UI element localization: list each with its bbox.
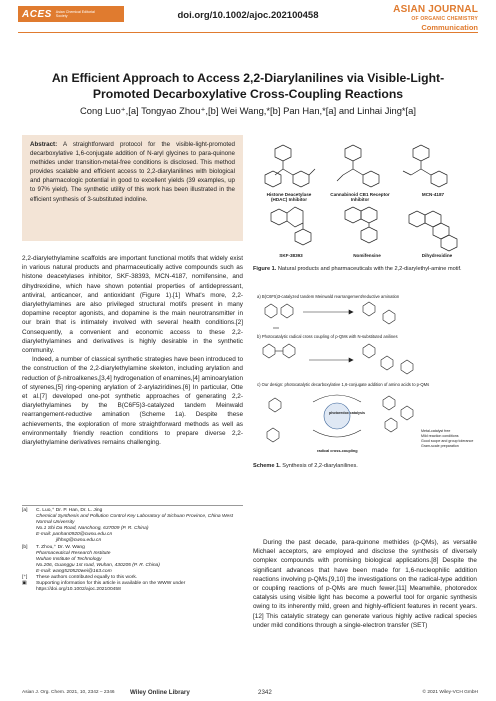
- fused-ring: [425, 211, 441, 227]
- molecule-label: Histone Deacetylase (HDAC) Inhibitor: [266, 192, 312, 203]
- journal-name-line2: OF ORGANIC CHEMISTRY: [411, 16, 478, 22]
- body-paragraph: Indeed, a number of classical synthetic strategies have been introduced to the construction of the 2,2-diarylethylamine skeleton, including arylation and reduction of β-nitroalkenes,[3,4] hydrogenation of enamines,[4] aminoarylation of styrenes,[5] ring-opening arylation of 2-arylaziridines.[6] In particular, Otte et al.[7] developed one-pot synthetic approaches of generating 2,2-diarylethylamines by the B(C6F5)3-catalyzed tandem Meinwald rearrangement-reductive amination (Scheme 1a). Despite these achievements, the exploration of more straightforward methods as well as environmentally friendly reaction conditions to prepare diverse 2,2-diarylethylamine derivatives remains challenging.: [22, 356, 243, 447]
- article-type: Communication: [421, 23, 478, 32]
- body-column-right: [253, 538, 477, 630]
- footer-publisher[interactable]: Wiley Online Library: [130, 689, 190, 696]
- article-title: An Efficient Approach to Access 2,2-Diarylanilines via Visible-Light-Promoted Decarboxylative Cross-Coupling Reactions: [51, 71, 445, 101]
- scheme-1: [253, 292, 477, 462]
- benzene-ring: [265, 304, 277, 318]
- benzene-ring: [271, 209, 287, 225]
- benzene-ring: [431, 171, 447, 187]
- feature-item: Mild reaction conditions: [421, 434, 459, 438]
- benzene-ring: [345, 145, 361, 161]
- aces-brand: ACES: [22, 8, 52, 20]
- feature-item: Gram-scale preparation: [421, 444, 459, 448]
- footnote-line: C. Luo,⁺ Dr. P. Han, Dr. L. Jing: [36, 508, 103, 513]
- benzene-ring: [363, 302, 375, 316]
- footer-citation: Asian J. Org. Chem. 2021, 10, 2342 – 2346: [22, 690, 115, 695]
- scheme-line-b: b) Photocatalytic radical cross coupling of p-QMs with N-substituted anilines: [257, 334, 398, 339]
- scheme-1-caption-label: Scheme 1.: [253, 463, 281, 469]
- footnote-a: [22, 508, 243, 545]
- footnote-line[interactable]: E-mail: wang520520wei@163.com: [36, 568, 112, 574]
- scheme-line-c: c) Our design: photocatalytic decarboxylative 1,6-conjugate addition of amino acids to p-QMs: [257, 382, 430, 387]
- footnote-key: [a]: [22, 508, 28, 513]
- benzene-ring: [263, 344, 275, 358]
- abstract-box: [22, 135, 243, 241]
- scheme-1-caption: [253, 463, 477, 469]
- molecule-label: Dihydrexidine: [421, 253, 453, 258]
- radical-label: radical cross-coupling: [317, 449, 358, 453]
- scheme-1-graphic: [253, 292, 477, 462]
- footnote-line[interactable]: E-mail: panhan0920@cwnu.edu.cn: [36, 532, 113, 538]
- aces-brand-sub: Asian Chemical Editorial Society: [55, 10, 95, 18]
- figure-1: [253, 135, 477, 265]
- benzene-ring: [363, 344, 375, 358]
- journal-logo: [393, 4, 478, 32]
- feature-item: Metal-catalyst free: [421, 429, 451, 433]
- molecule-label: MCN-4187: [421, 192, 445, 197]
- benzene-ring: [275, 145, 291, 161]
- footnote-b: [22, 545, 243, 575]
- footnote-line: Chemical Synthesis and Pollution Control Key Laboratory of Sichuan Province, China West Normal University: [36, 514, 233, 526]
- benzene-ring: [413, 145, 429, 161]
- journal-name-line1: ASIAN JOURNAL: [393, 4, 478, 15]
- benzene-ring: [401, 360, 413, 374]
- benzene-ring: [269, 398, 281, 412]
- figure-1-caption-text: Natural products and pharmaceuticals with the 2,2-diarylethyl-amine motif.: [276, 266, 462, 272]
- footnote-line[interactable]: jlhhxg@cwnu.edu.cn: [56, 538, 102, 544]
- cycle-arrow: [313, 395, 361, 402]
- molecule-label: Nomifensine: [353, 253, 381, 258]
- piperidine-ring: [361, 207, 377, 223]
- footnote-divider: [22, 505, 243, 506]
- footer-copyright: © 2021 Wiley-VCH GmbH: [422, 690, 478, 695]
- author-list: Cong Luo⁺,[a] Tongyao Zhou⁺,[b] Wei Wang,*[b] Pan Han,*[a] and Linhai Jing*[a]: [80, 105, 416, 116]
- figure-1-caption: [253, 266, 477, 273]
- supporting-info-icon: ▣: [22, 581, 27, 587]
- abstract-label: Abstract:: [30, 141, 58, 148]
- benzene-ring: [401, 406, 413, 420]
- footnote-key: [⁺]: [22, 575, 28, 581]
- footnote-line: No.1 Shi Da Road, Nanchong, 637009 (P. R. China): [36, 526, 149, 532]
- feature-item: Good scope and group tolerance: [421, 439, 474, 443]
- scheme-1-caption-text: Synthesis of 2,2-diarylanilines.: [280, 463, 358, 469]
- photoredox-label: photoredox catalysis: [329, 411, 365, 415]
- benzene-ring: [267, 428, 279, 442]
- fused-ring: [433, 223, 449, 239]
- benzene-ring: [383, 310, 395, 324]
- benzene-ring: [381, 356, 393, 370]
- benzene-ring: [441, 235, 457, 251]
- footnote-line: T. Zhou,⁺ Dr. W. Wang: [36, 544, 85, 550]
- footnote-key: [b]: [22, 544, 28, 550]
- body-column-left: [22, 254, 243, 447]
- benzene-ring: [265, 171, 281, 187]
- page-number: 2342: [258, 689, 272, 696]
- benzene-ring: [281, 304, 293, 318]
- benzene-ring: [383, 396, 395, 410]
- page-header: [0, 0, 496, 44]
- benzene-ring: [293, 171, 309, 187]
- footnote-supporting-info: [22, 581, 243, 593]
- benzene-ring: [361, 227, 377, 243]
- benzene-ring: [409, 211, 425, 227]
- footnote-line: Wuhan Institute of Technology: [36, 556, 102, 562]
- body-paragraph: 2,2-diarylethylamine scaffolds are important functional motifs that widely exist in various natural products and pharmaceutically active compounds such as histone deacetylases inhibitor, SKF-38393, MCN-4187, nomifensine, and dihydrexidine, which have shown potential properties of antidepressant, antiviral, anticancer, and antioxidant (Figure 1).[1] What's more, 2,2-diarylethylamines are also privileged structural motifs present in many dopamine receptor agonists, and dopamine is the main neurotransmitter in our brain that is intimately involved with several health conditions.[2] Consequently, a convenient and economic access to these 2,2-diarylethylamines and derivatives is highly desirable in the synthetic community.: [22, 255, 243, 355]
- figure-1-caption-label: Figure 1.: [253, 266, 277, 272]
- footnote-line: Pharmaceutical Research Institute: [36, 550, 111, 556]
- benzene-ring: [385, 418, 397, 432]
- benzene-ring: [283, 344, 295, 358]
- cycle-arrow: [313, 430, 361, 437]
- abstract-text: A straightforward protocol for the visible-light-promoted decarboxylative 1,6-conjugate addition of N-aryl glycines to para-quinone methides under transition-metal-free conditions is disclosed. This method provides scalable and efficient access to 2,2-diarylanilines with biological and pharmacologic potential in good to excellent yields (39 examples, up to 97% yield). The synthetic utility of this work has been illustrated in the efficient synthesis of 3-substituted indoline.: [30, 141, 235, 203]
- page-footer: [22, 690, 478, 698]
- footnote-line: No.206, Guanggu 1st road, Wuhan, 430205 (P. R. China): [36, 562, 160, 568]
- aces-logo: [18, 6, 124, 22]
- body-paragraph: During the past decade, para-quinone methides (p-QMs), as versatile Michael acceptors, are employed and disclose the synthesis of diversely complex compounds with promising biological applications.[8] Despite the significant advances that have been made for 1,6-nucleophilic addition reactions involving p-QMs,[9,10] the investigations on the radical-type addition or coupling reactions of p-QMs are much fewer.[11] Meanwhile, photoredox catalysis using visible light has become a powerful tool for organic synthesis owing to its inherently mild, green and highly-efficient features in recent years.[12] This catalytic strategy can generate various highly active radical species under mild conditions through a single-electron transfer (SET): [253, 539, 477, 629]
- molecule-label: Cannabinoid CB1 Receptor Inhibitor: [330, 192, 390, 203]
- scheme-line-a: a) B(C6F5)3-catalyzed tandem Meinwald rearrangement/reductive amination: [257, 294, 400, 299]
- header-divider: [18, 32, 478, 33]
- photoredox-circle: [324, 403, 350, 429]
- benzene-ring: [363, 171, 379, 187]
- molecule-label: SKF-38393: [279, 253, 303, 258]
- footnote-line[interactable]: Supporting information for this article is available on the WWW under https://doi.org/10.1002/ajoc.202100458: [36, 581, 186, 593]
- doi-link[interactable]: doi.org/10.1002/ajoc.202100458: [177, 10, 319, 21]
- benzene-ring: [295, 229, 311, 245]
- footnote-line: These authors contributed equally to this work.: [36, 575, 138, 581]
- benzene-ring: [345, 207, 361, 223]
- footnotes: [22, 508, 243, 593]
